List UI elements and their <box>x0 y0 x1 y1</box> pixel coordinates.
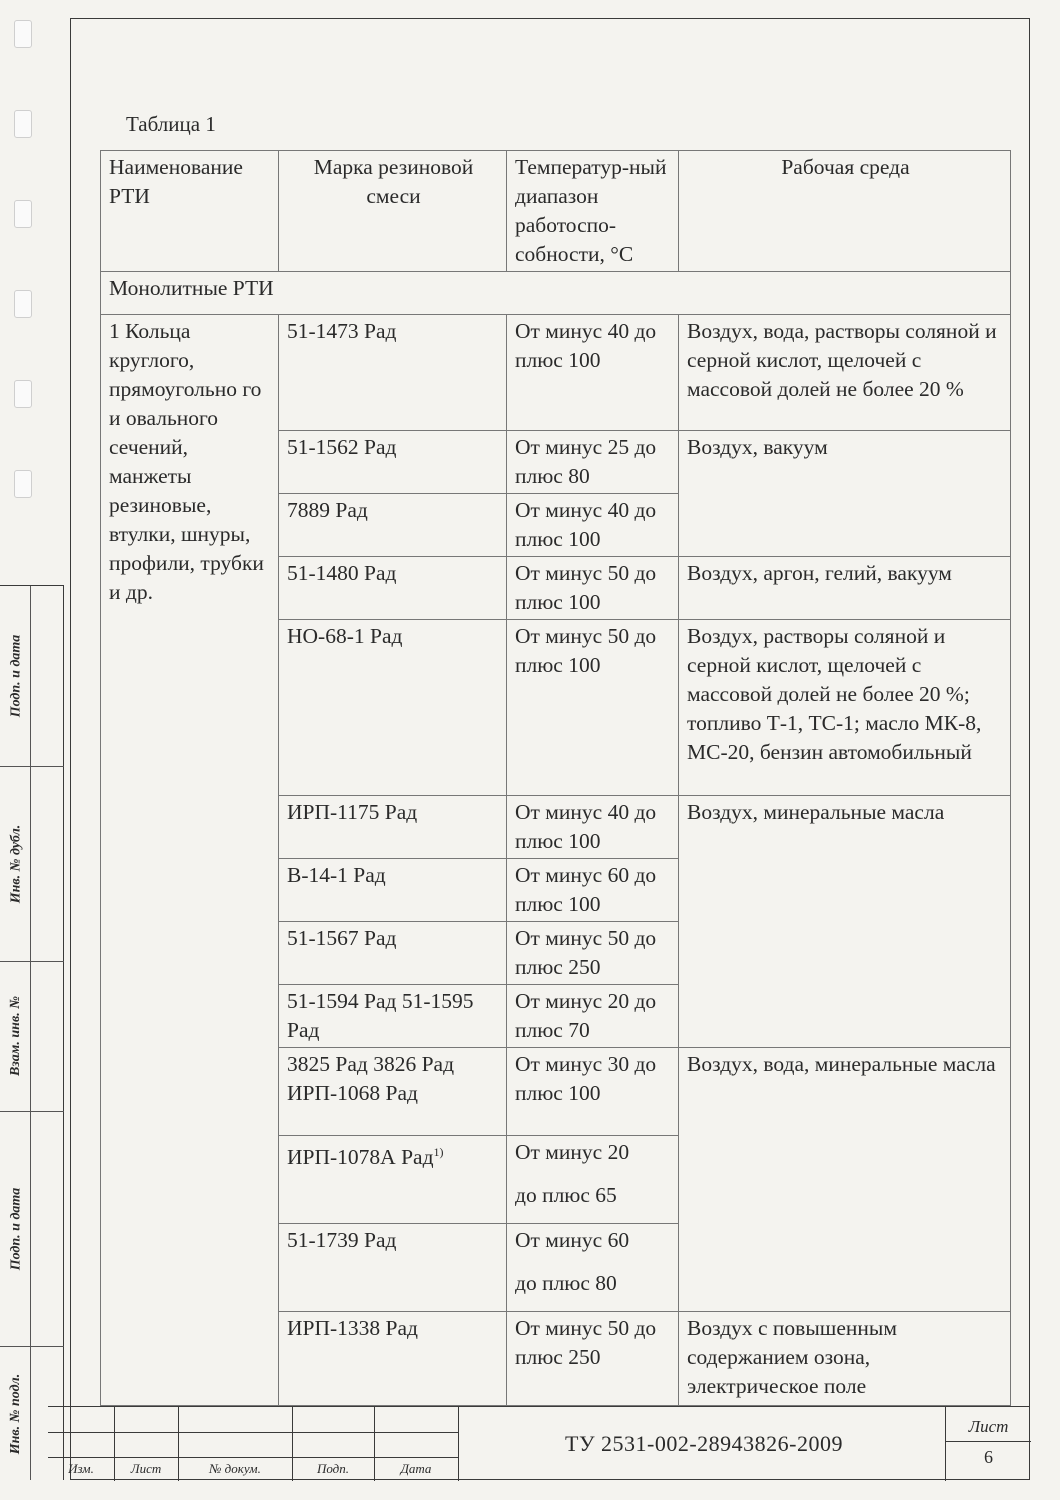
spec-table <box>100 150 1011 1406</box>
grade-cell: 51-1567 Рад <box>279 922 507 985</box>
header-grade: Марка резиновой смеси <box>279 151 507 272</box>
grade-cell: В-14-1 Рад <box>279 859 507 922</box>
stamp-inv-no: Взам. инв. № <box>8 995 24 1077</box>
temp-to: до плюс 65 <box>515 1183 617 1207</box>
col-label-signature: Подп. <box>316 1461 350 1476</box>
col-label-doc-no: № докум. <box>209 1461 261 1476</box>
grade-cell <box>279 1136 507 1224</box>
table-row <box>101 315 1011 431</box>
sheet-number: 6 <box>984 1447 993 1467</box>
binding-hole <box>14 20 32 48</box>
medium-cell: Воздух, минеральные масла <box>679 796 1011 1048</box>
stamp-orig-no: Инв. № подл. <box>8 1373 23 1454</box>
medium-cell: Воздух, вода, минеральные масла <box>679 1048 1011 1312</box>
temp-from: От минус 20 <box>515 1140 630 1164</box>
temp-cell: От минус 50 до плюс 100 <box>507 620 679 796</box>
temp-cell: От минус 50 до плюс 250 <box>507 1312 679 1406</box>
medium-cell: Воздух, аргон, гелий, вакуум <box>679 557 1011 620</box>
grade-cell: НО-68-1 Рад <box>279 620 507 796</box>
header-medium: Рабочая среда <box>679 151 1011 272</box>
temp-cell: От минус 20 до плюс 70 <box>507 985 679 1048</box>
col-label-sheet: Лист <box>130 1461 162 1476</box>
temp-cell: От минус 40 до плюс 100 <box>507 315 679 431</box>
binding-hole <box>14 470 32 498</box>
section-row <box>101 272 1011 315</box>
medium-cell: Воздух, вакуум <box>679 431 1011 557</box>
item-name: 1 Кольца круглого, прямоугольно го и овального сечений, манжеты резиновые, втулки, шнуры, профили, трубки и др. <box>101 315 279 1406</box>
grade-cell: 51-1739 Рад <box>279 1224 507 1312</box>
medium-cell: Воздух с повышенным содержанием озона, электрическое поле <box>679 1312 1011 1406</box>
stamp-dup-no: Инв. № дубл. <box>8 824 23 903</box>
footnote-mark: 1) <box>433 1145 444 1159</box>
grade-cell: 51-1594 Рад 51-1595 Рад <box>279 985 507 1048</box>
temp-from: От минус 60 <box>515 1228 630 1252</box>
temp-cell: От минус 30 до плюс 100 <box>507 1048 679 1136</box>
temp-cell: От минус 40 до плюс 100 <box>507 796 679 859</box>
sheet-box <box>945 1407 1031 1481</box>
header-temp: Температур-ный диапазон работоспо-собности, °С <box>507 151 679 272</box>
binding-hole <box>14 110 32 138</box>
header-name: Наименование РТИ <box>101 151 279 272</box>
grade-cell: 51-1480 Рад <box>279 557 507 620</box>
col-label-date: Дата <box>400 1461 432 1476</box>
stamp-sig-date-2: Подп. и дата <box>8 1187 23 1270</box>
temp-cell: От минус 25 до плюс 80 <box>507 431 679 494</box>
binding-hole <box>14 380 32 408</box>
title-block <box>48 1406 1030 1481</box>
grade-cell: 51-1473 Рад <box>279 315 507 431</box>
medium-cell: Воздух, растворы соляной и серной кислот, щелочей с массовой долей не более 20 %; топливо Т-1, ТС-1; масло МК-8, МС-20, бензин автомобильный <box>679 620 1011 796</box>
revision-grid <box>48 1407 458 1481</box>
grade-cell: ИРП-1175 Рад <box>279 796 507 859</box>
binding-hole <box>14 290 32 318</box>
grade-cell: ИРП-1338 Рад <box>279 1312 507 1406</box>
binding-hole <box>14 200 32 228</box>
temp-cell: От минус 50 до плюс 250 <box>507 922 679 985</box>
stamp-sig-date: Подп. и дата <box>8 634 23 718</box>
grade-text: ИРП-1078А Рад <box>287 1145 434 1170</box>
grade-cell: 51-1562 Рад <box>279 431 507 494</box>
section-title: Монолитные РТИ <box>101 272 1011 315</box>
temp-cell: От минус 50 до плюс 100 <box>507 557 679 620</box>
temp-cell: От минус 60 до плюс 100 <box>507 859 679 922</box>
temp-to: до плюс 80 <box>515 1271 617 1295</box>
side-stamp <box>0 585 64 1480</box>
document-number: ТУ 2531-002-28943826-2009 <box>458 1407 949 1481</box>
medium-cell: Воздух, вода, растворы соляной и серной кислот, щелочей с массовой долей не более 20 % <box>679 315 1011 431</box>
grade-cell: 3825 Рад 3826 Рад ИРП-1068 Рад <box>279 1048 507 1136</box>
temp-cell <box>507 1136 679 1224</box>
grade-cell: 7889 Рад <box>279 494 507 557</box>
temp-cell <box>507 1224 679 1312</box>
col-label-change: Изм. <box>68 1461 94 1476</box>
sheet-label: Лист <box>968 1417 1009 1436</box>
table-header-row <box>101 151 1011 272</box>
temp-cell: От минус 40 до плюс 100 <box>507 494 679 557</box>
table-caption: Таблица 1 <box>126 112 216 136</box>
